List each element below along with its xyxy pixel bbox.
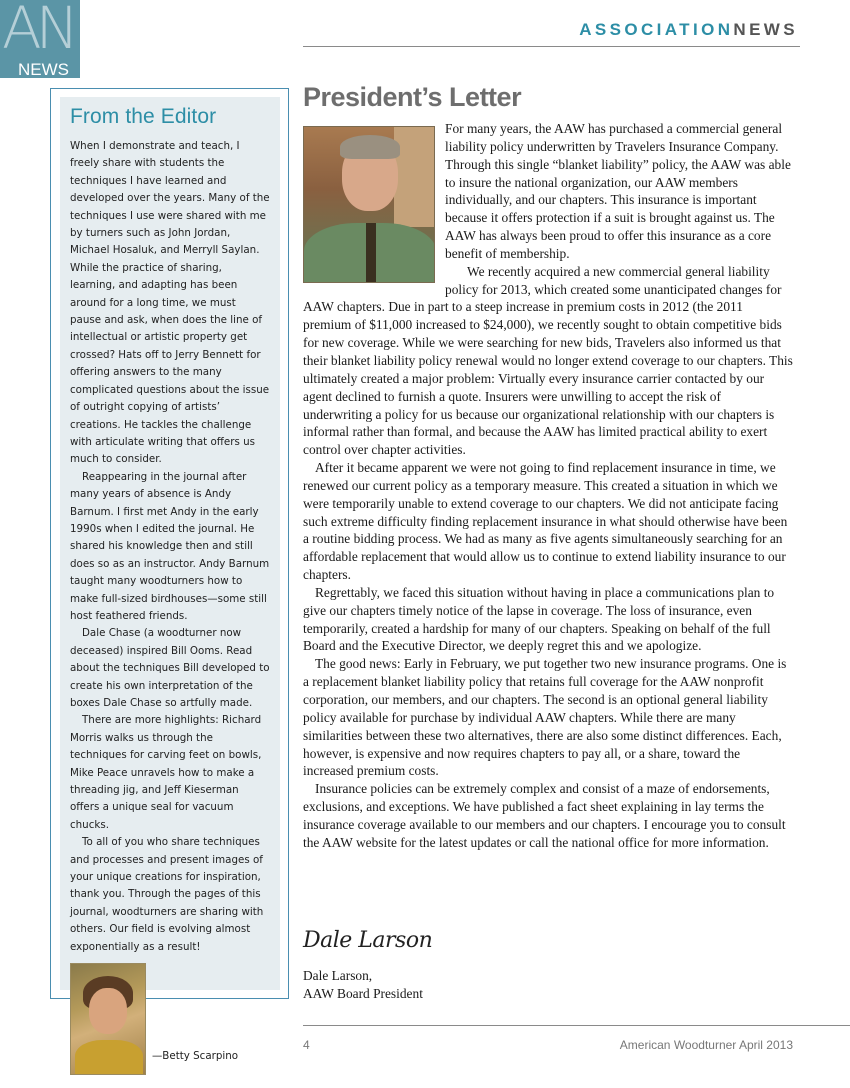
header-news: NEWS <box>733 20 798 39</box>
letter-paragraph: The good news: Early in February, we put together two new insurance programs. One is a replacement blanket liability policy that retains full coverage for the AAW nonprofit corporation, our members, and our chapters. The second is an optional general liability policy available for purchase by individual AAW chapters. While there are many similarities between these two alternatives, there are also some distinct differences. Each, however, is expensive and now requires chapters to pay all, or a share, toward the increased premium costs. <box>303 656 787 779</box>
section-header <box>579 20 798 40</box>
logo-word: NEWS <box>18 60 69 78</box>
page-title: President’s Letter <box>303 82 522 112</box>
editor-paragraph: Reappearing in the journal after many years of absence is Andy Barnum. I first met Andy in the early 1990s when I edited the journal. He shared his knowledge then and still does so as an instructor. Andy Barnum taught many woodturners how to make full-sized birdhouses—some still host feathered friends. <box>70 470 270 622</box>
letter-paragraph: For many years, the AAW has purchased a commercial general liability policy underwritten by Travelers Insurance Company. Through this single “blanket liability” policy, the AAW was able to insure the national organization, our AAW members individually, and our chapters. This insurance is important because it offers protection if a suit is brought against us. The AAW has always been proud to offer this insurance as a core benefit of membership. <box>445 121 791 261</box>
editor-paragraph: There are more highlights: Richard Morris walks us through the techniques for carving feet on bowls, Mike Peace unravels how to make a threading jig, and Jeff Kieserman offers a unique seal for vacuum chucks. <box>70 714 262 831</box>
editor-text <box>70 138 270 1066</box>
editor-photo-row <box>70 960 270 1065</box>
editor-paragraph: Dale Chase (a woodturner now deceased) inspired Bill Ooms. Read about the techniques Bill developed to create his own interpretation of the boxes Dale Chase so artfully made. <box>70 627 270 709</box>
letter-paragraph: After it became apparent we were not going to find replacement insurance in time, we renewed our current policy as a temporary measure. This created a situation in which we were temporarily unable to extend coverage to our chapters. We did not anticipate facing such extreme difficulty finding replacement insurance in what should otherwise have been a routine bidding process. We had as many as five agents simultaneously searching for an affordable replacement that would allow us to continue to extend liability insurance to our chapters. <box>303 460 788 583</box>
editor-sidebar-panel <box>60 97 280 1063</box>
editor-sidebar <box>50 88 289 1063</box>
handwritten-signature: Dale Larson <box>303 928 433 953</box>
editor-paragraph: When I demonstrate and teach, I freely share with students the techniques I have learned and developed over the years. Many of the techniques I use were shared with me by turners such as John Jordan, Michael Hosaluk, and Merryll Saylan. While the practice of sharing, learning, and adapting has been around for a long time, we must pause and ask, when does the line of intellectual or artistic property get crossed? Hats off to Jerry Bennett for offering answers to the many complicated questions about the issue of outright copying of artists’ creations. He tackles the challenge with articulate writing that offers us much to consider. <box>70 140 270 466</box>
signer-name: Dale Larson, <box>303 968 373 983</box>
letter-paragraph: Insurance policies can be extremely complex and consist of a maze of endorsements, exclusions, and exceptions. We have published a fact sheet explaining in lay terms the insurance coverage available to our members and our chapters. I encourage you to consult the AAW website for the latest updates or call the national office for more information. <box>303 781 786 850</box>
an-news-logo <box>0 0 80 78</box>
logo-letters: AN <box>2 0 74 62</box>
letter-paragraph: Regrettably, we faced this situation without having in place a communications plan to give our chapters timely notice of the lapse in coverage. The loss of insurance, even temporarily, created a hardship for many of our chapters. Speaking on behalf of the full Board and the Executive Director, we deeply regret this and we apologize. <box>303 584 775 654</box>
editor-portrait-photo <box>70 963 146 1075</box>
publication-footer: American Woodturner April 2013 <box>619 1038 793 1052</box>
editor-paragraph-text: To all of you who share techniques and processes and present images of your unique creations for inspiration, thank you. Through the pages of this journal, woodturners are sharing with others. Our field is evolving almost exponentially as a result! <box>70 836 264 953</box>
editor-signature: —Betty Scarpino <box>152 1050 239 1063</box>
letter-paragraph: We recently acquired a new commercial general liability policy for 2013, which created some unanticipated changes for AAW chapters. Due in part to a steep increase in premium costs in 2012 (the 2011 premium of $11,000 increased to $24,000), we recently sought to obtain competitive bids for new coverage. While we were searching for new bids, Travelers also informed us that their blanket liability policy renewal would no longer extend coverage to our chapters. This ultimately created a major problem: Virtually every insurance carrier contacted by our agent declined to furnish a quote. Insurers were unwilling to accept the risk of underwriting a policy for us because our organizational relationship with our chapters is informal rather than formal, and because the AAW has limited practical ability to exert control over chapter activities. <box>303 263 793 458</box>
header-divider <box>303 46 800 47</box>
signer-block <box>303 967 423 1003</box>
signer-title: AAW Board President <box>303 986 423 1001</box>
page-number: 4 <box>303 1038 310 1052</box>
letter-body <box>303 120 793 852</box>
editor-title: From the Editor <box>70 105 217 128</box>
header-association: ASSOCIATION <box>579 20 734 39</box>
editor-paragraph-last <box>70 834 270 956</box>
footer-divider <box>303 1025 850 1026</box>
